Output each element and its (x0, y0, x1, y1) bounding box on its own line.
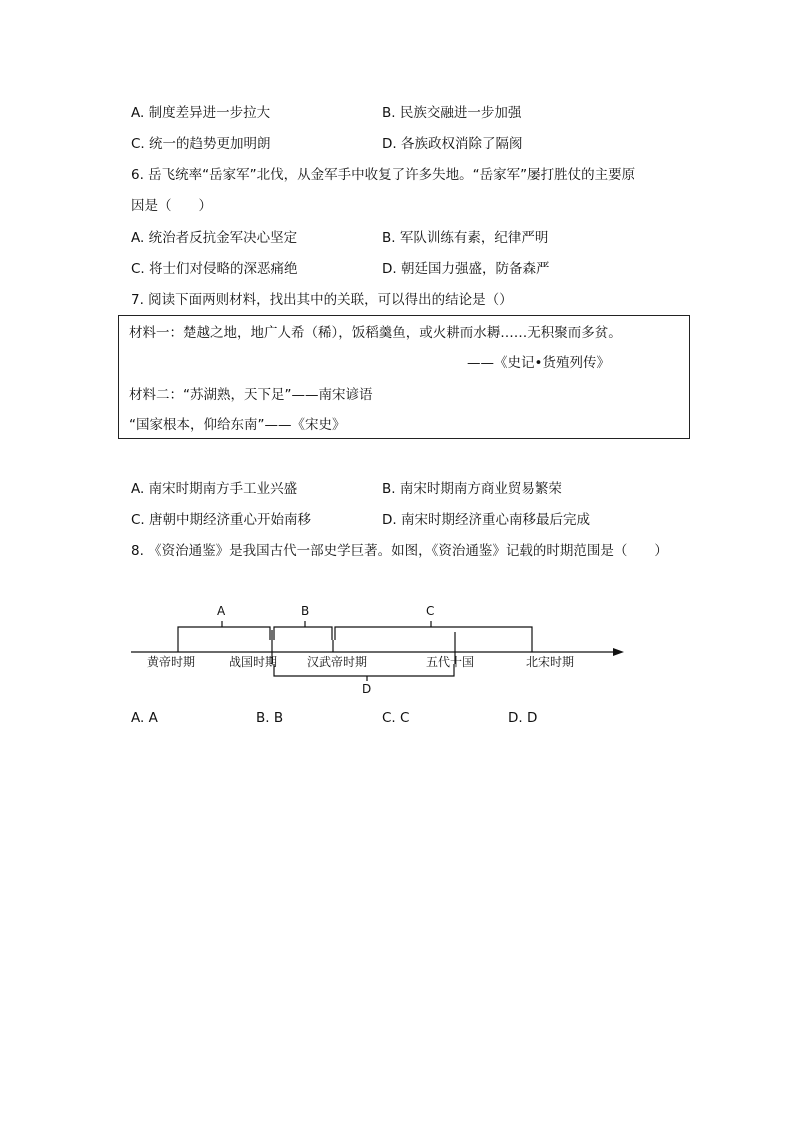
q7-option-c[interactable]: C. 唐朝中期经济重心开始南移 (131, 512, 312, 528)
q7-material3: “国家根本，仰给东南”——《宋史》 (129, 417, 346, 433)
q8-option-b[interactable]: B. B (256, 710, 284, 726)
q7-material1-source: ——《史记•货殖列传》 (467, 355, 610, 371)
bracket-a-label: A (217, 604, 226, 618)
timeline-arrow (613, 648, 624, 656)
q7-option-d[interactable]: D. 南宋时期经济重心南移最后完成 (382, 512, 590, 528)
q5-option-c[interactable]: C. 统一的趋势更加明朗 (131, 136, 271, 152)
period-wudai: 五代十国 (426, 655, 475, 669)
q6-option-a[interactable]: A. 统治者反抗金军决心坚定 (131, 230, 298, 246)
bracket-c (335, 627, 532, 640)
q7-material1: 材料一：楚越之地，地广人希（稀），饭稻羹鱼，或火耕而水耨……无积聚而多贫。 (129, 325, 622, 341)
period-huangdi: 黄帝时期 (147, 655, 196, 669)
bracket-b-label: B (301, 604, 310, 618)
q6-option-c[interactable]: C. 将士们对侵略的深恶痛绝 (131, 261, 298, 277)
q8-option-d[interactable]: D. D (508, 710, 538, 726)
q8-option-c[interactable]: C. C (382, 710, 410, 726)
q6-option-d[interactable]: D. 朝廷国力强盛，防备森严 (382, 261, 550, 277)
q6-stem-line2: 因是（ ） (131, 198, 212, 214)
q7-material-box (118, 315, 690, 439)
q6-stem-line1: 6. 岳飞统率“岳家军”北伐，从金军手中收复了许多失地。“岳家军”屡打胜仗的主要原 (131, 167, 636, 183)
bracket-a (178, 627, 270, 640)
q5-option-d[interactable]: D. 各族政权消除了隔阂 (382, 136, 523, 152)
period-hanwudi: 汉武帝时期 (307, 655, 368, 669)
bracket-c-label: C (426, 604, 435, 618)
q7-option-b[interactable]: B. 南宋时期南方商业贸易繁荣 (382, 481, 562, 497)
q8-option-a[interactable]: A. A (131, 710, 158, 726)
q5-option-a[interactable]: A. 制度差异进一步拉大 (131, 105, 271, 121)
period-beisong: 北宋时期 (526, 655, 575, 669)
bracket-b (274, 627, 332, 640)
bracket-d-label: D (362, 682, 372, 696)
q5-option-b[interactable]: B. 民族交融进一步加强 (382, 105, 522, 121)
bracket-d (274, 664, 454, 676)
q7-stem: 7. 阅读下面两则材料，找出其中的关联，可以得出的结论是（） (131, 292, 513, 308)
period-zhanguo: 战国时期 (229, 655, 278, 669)
q6-option-b[interactable]: B. 军队训练有素，纪律严明 (382, 230, 549, 246)
q8-stem: 8. 《资治通鉴》是我国古代一部史学巨著。如图，《资治通鉴》记载的时期范围是（ ） (131, 543, 668, 559)
q7-material2: 材料二：“苏湖熟，天下足”——南宋谚语 (129, 387, 373, 403)
q7-option-a[interactable]: A. 南宋时期南方手工业兴盛 (131, 481, 298, 497)
